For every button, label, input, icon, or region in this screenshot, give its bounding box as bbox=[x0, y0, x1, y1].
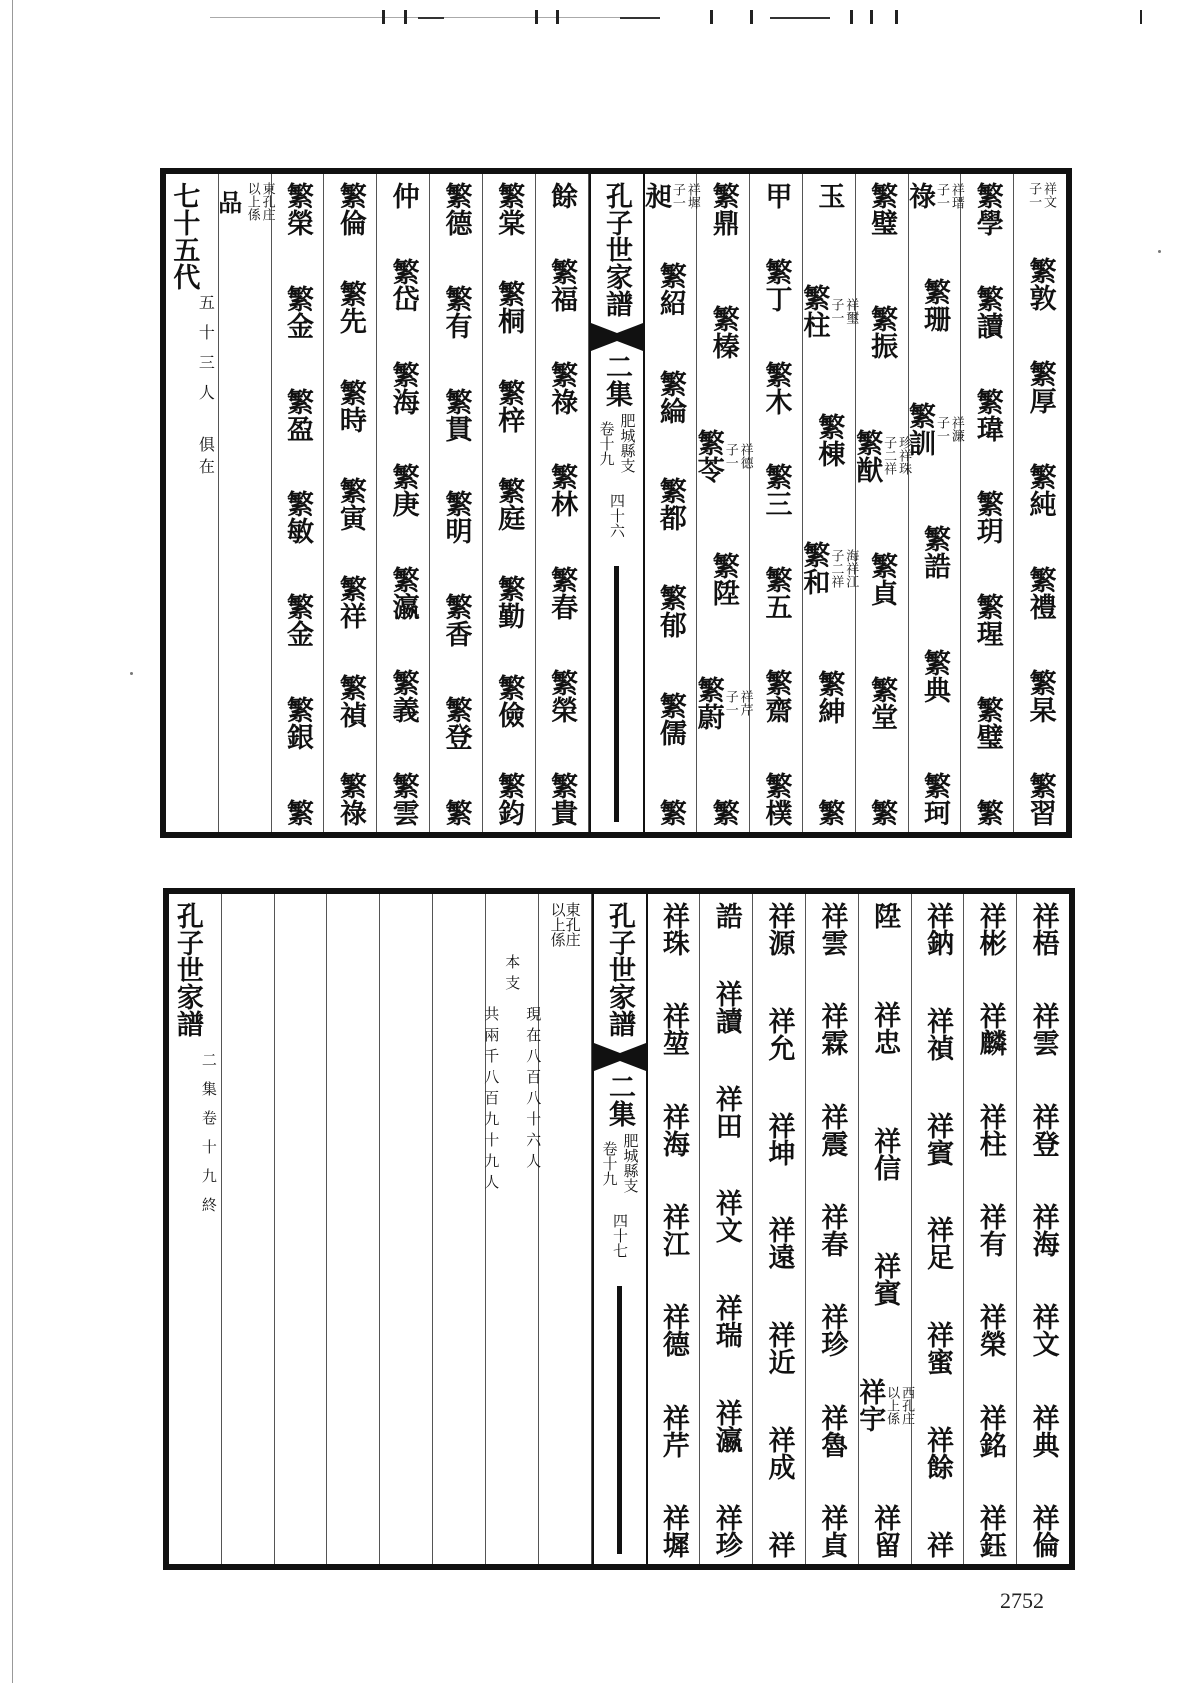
person-name: 祥登 bbox=[1027, 1102, 1059, 1157]
register-column bbox=[806, 894, 859, 1564]
person-name: 繁綸 bbox=[654, 369, 686, 424]
person-name: 祥允 bbox=[763, 1006, 795, 1061]
person-name: 繁春 bbox=[546, 566, 578, 621]
person-name: 繁誥 bbox=[918, 525, 950, 580]
person-name: 繁丁 bbox=[760, 257, 792, 312]
register-column bbox=[377, 174, 430, 832]
leaf-number: 四十六 bbox=[608, 493, 626, 538]
person-name: 祥足 bbox=[921, 1216, 953, 1271]
person-name: 繁 bbox=[282, 798, 314, 826]
person-name: 祥彬 bbox=[974, 902, 1006, 956]
person-name: 祥雲 bbox=[816, 902, 848, 956]
person-name: 繁郁 bbox=[654, 584, 686, 639]
annotation: 祥墀 bbox=[684, 182, 700, 209]
book-spine bbox=[589, 174, 645, 832]
person-name: 繁鈞 bbox=[493, 771, 525, 826]
generation-title: 七十五代 bbox=[168, 182, 200, 290]
register-column bbox=[798, 174, 859, 832]
person-name: 繁祥 bbox=[334, 575, 366, 630]
person-name: 祥賓 bbox=[869, 1252, 901, 1307]
empty-column bbox=[380, 894, 433, 1564]
person-name: 繁玥 bbox=[971, 490, 1003, 545]
annotation: 子一 bbox=[669, 182, 685, 209]
person-name: 甲 bbox=[760, 182, 792, 209]
summary-living: 現在八百八十六人 bbox=[524, 1006, 543, 1174]
register-column bbox=[961, 174, 1014, 832]
person-name: 繁齋 bbox=[760, 669, 792, 724]
person-name: 祥 bbox=[763, 1530, 795, 1558]
person-name: 祥梧 bbox=[1027, 902, 1059, 956]
annotation: 海祥江 bbox=[843, 548, 859, 588]
annotation: 祥德 bbox=[737, 442, 753, 469]
person-name: 祥霖 bbox=[816, 1002, 848, 1057]
register-column bbox=[854, 894, 915, 1564]
person-name: 祥江 bbox=[657, 1202, 689, 1257]
person-name: 繁祿 bbox=[334, 771, 366, 826]
register-column bbox=[700, 894, 753, 1564]
person-name: 祥田 bbox=[710, 1084, 742, 1139]
person-name: 繁海 bbox=[387, 360, 419, 415]
person-name: 祥遠 bbox=[763, 1216, 795, 1271]
person-name: 祥瑞 bbox=[710, 1294, 742, 1349]
person-name: 繁貴 bbox=[546, 771, 578, 826]
person-name: 繁訓 bbox=[904, 401, 936, 456]
person-name: 繁三 bbox=[760, 463, 792, 518]
annotation: 珍祥珠 bbox=[896, 436, 912, 476]
person-name: 祥留 bbox=[869, 1503, 901, 1558]
empty-column bbox=[433, 894, 486, 1564]
summary-column bbox=[482, 894, 543, 1564]
genealogy-page-lower bbox=[163, 888, 1075, 1570]
person-name: 繁棠 bbox=[493, 182, 525, 236]
person-name: 繁勤 bbox=[493, 575, 525, 630]
annotation: 子一 bbox=[828, 297, 844, 324]
annotation: 子一 bbox=[933, 182, 949, 209]
annotation: 子一 bbox=[722, 689, 738, 716]
register-column bbox=[1017, 894, 1069, 1564]
person-name: 繁猷 bbox=[851, 428, 883, 483]
person-name: 繁庚 bbox=[387, 463, 419, 518]
person-name: 繁敏 bbox=[282, 490, 314, 545]
genealogy-page-upper bbox=[160, 168, 1072, 838]
person-name: 繁璧 bbox=[971, 696, 1003, 751]
annotation: 子二祥 bbox=[881, 436, 897, 476]
person-name: 繁敦 bbox=[1024, 257, 1056, 311]
page-number: 2752 bbox=[1000, 1588, 1044, 1613]
register-column bbox=[753, 894, 806, 1564]
person-name: 祥墀 bbox=[657, 1503, 689, 1558]
person-name: 祥德 bbox=[657, 1303, 689, 1358]
person-name: 繁振 bbox=[866, 305, 898, 360]
generation-status: 俱在 bbox=[196, 436, 216, 480]
person-name: 繁岱 bbox=[387, 257, 419, 312]
person-name: 繁 bbox=[866, 798, 898, 826]
person-name: 繁榛 bbox=[707, 305, 739, 360]
register-column bbox=[750, 174, 803, 832]
person-name: 繁蔚 bbox=[692, 675, 724, 730]
annotation: 西孔庄 bbox=[899, 1385, 915, 1425]
person-name: 祥信 bbox=[869, 1126, 901, 1181]
person-name: 祿 bbox=[904, 182, 936, 209]
person-name: 祥春 bbox=[816, 1202, 848, 1257]
person-name: 祥瀛 bbox=[710, 1399, 742, 1454]
person-name: 祥珠 bbox=[657, 902, 689, 956]
volume-end-column bbox=[169, 894, 222, 1564]
person-name: 繁盈 bbox=[282, 387, 314, 442]
person-name: 祥震 bbox=[816, 1102, 848, 1157]
person-name: 祥有 bbox=[974, 1202, 1006, 1257]
person-name: 繁時 bbox=[334, 378, 366, 433]
person-name: 繁苓 bbox=[692, 428, 724, 483]
generation-header-column bbox=[166, 174, 219, 832]
annotation: 以上係 bbox=[548, 902, 567, 947]
spine-rule bbox=[617, 1286, 622, 1554]
person-name: 繁庭 bbox=[493, 476, 525, 531]
person-name: 繁木 bbox=[760, 360, 792, 415]
register-column bbox=[964, 894, 1017, 1564]
person-name: 祥芹 bbox=[657, 1403, 689, 1458]
person-name: 玉 bbox=[813, 182, 845, 209]
empty-column bbox=[222, 894, 275, 1564]
person-name: 繁貫 bbox=[440, 387, 472, 442]
person-name: 繁明 bbox=[440, 490, 472, 545]
person-name: 祥源 bbox=[763, 902, 795, 956]
register-column bbox=[536, 174, 589, 832]
person-name: 繁林 bbox=[546, 463, 578, 518]
person-name: 繁梓 bbox=[493, 378, 525, 433]
fish-tail-mark-icon bbox=[594, 1043, 646, 1071]
person-name: 繁柱 bbox=[798, 283, 830, 338]
annotation: 子二祥 bbox=[828, 548, 844, 588]
person-name: 繁先 bbox=[334, 280, 366, 335]
person-name: 祥近 bbox=[763, 1321, 795, 1376]
person-name: 祥柱 bbox=[974, 1102, 1006, 1157]
person-name: 繁 bbox=[707, 798, 739, 826]
spine-rule bbox=[614, 566, 619, 822]
person-name: 繁登 bbox=[440, 696, 472, 751]
person-name: 祥銘 bbox=[974, 1403, 1006, 1458]
person-name: 祥倫 bbox=[1027, 1503, 1059, 1558]
annotation: 以上係 bbox=[884, 1385, 900, 1425]
empty-column bbox=[327, 894, 380, 1564]
annotation: 祥芹 bbox=[737, 689, 753, 716]
person-name: 祥忠 bbox=[869, 1000, 901, 1055]
person-name: 繁桐 bbox=[493, 280, 525, 335]
annotation: 子一 bbox=[1026, 182, 1042, 208]
person-name: 繁鼎 bbox=[707, 182, 739, 236]
person-name: 祥珍 bbox=[710, 1503, 742, 1558]
person-name: 祥 bbox=[921, 1530, 953, 1558]
person-name: 祥賓 bbox=[921, 1111, 953, 1166]
person-name: 祥餘 bbox=[921, 1426, 953, 1481]
person-name: 品 bbox=[213, 189, 243, 214]
person-name: 繁杲 bbox=[1024, 669, 1056, 723]
person-name: 祥成 bbox=[763, 1426, 795, 1481]
end-note: 二集卷十九終 bbox=[199, 1052, 218, 1226]
register-column bbox=[539, 894, 592, 1564]
person-name: 繁禮 bbox=[1024, 566, 1056, 620]
person-name: 繁堂 bbox=[866, 675, 898, 730]
end-title: 孔子世家譜 bbox=[171, 902, 203, 1037]
person-name: 繁紹 bbox=[654, 262, 686, 317]
register-column bbox=[912, 894, 965, 1564]
person-name: 繁珊 bbox=[918, 278, 950, 333]
person-name: 繁習 bbox=[1024, 772, 1056, 826]
book-title: 孔子世家譜 bbox=[604, 902, 635, 1037]
book-spine bbox=[592, 894, 648, 1564]
register-column bbox=[483, 174, 536, 832]
person-name: 繁金 bbox=[282, 284, 314, 339]
person-name: 繁璧 bbox=[866, 182, 898, 236]
person-name: 繁有 bbox=[440, 284, 472, 339]
annotation: 子一 bbox=[933, 415, 949, 442]
person-name: 繁 bbox=[654, 798, 686, 826]
person-name: 繁樸 bbox=[760, 771, 792, 826]
person-name: 祥文 bbox=[710, 1189, 742, 1244]
scan-speck bbox=[1158, 250, 1161, 253]
person-name: 繁福 bbox=[546, 257, 578, 312]
person-name: 繁榮 bbox=[282, 182, 314, 236]
person-name: 繁香 bbox=[440, 593, 472, 648]
person-name: 繁五 bbox=[760, 566, 792, 621]
person-name: 繁祿 bbox=[546, 360, 578, 415]
person-name: 祥蜜 bbox=[921, 1321, 953, 1376]
person-name: 誥 bbox=[710, 902, 742, 929]
person-name: 繁寅 bbox=[334, 476, 366, 531]
person-name: 祥珍 bbox=[816, 1303, 848, 1358]
person-name: 祥鈺 bbox=[974, 1503, 1006, 1558]
person-name: 繁典 bbox=[918, 648, 950, 703]
person-name: 祥讀 bbox=[710, 979, 742, 1034]
person-name: 繁厚 bbox=[1024, 360, 1056, 414]
person-name: 繁儉 bbox=[493, 673, 525, 728]
volume-label: 卷十九 bbox=[597, 420, 616, 466]
empty-column bbox=[275, 894, 328, 1564]
person-name: 昶 bbox=[639, 182, 671, 209]
person-name: 繁學 bbox=[971, 182, 1003, 236]
person-name: 陞 bbox=[869, 902, 901, 929]
person-name: 祥堃 bbox=[657, 1002, 689, 1057]
person-name: 祥海 bbox=[1027, 1202, 1059, 1257]
person-name: 繁義 bbox=[387, 669, 419, 724]
person-name: 祥魯 bbox=[816, 1403, 848, 1458]
branch-label: 肥城縣支 bbox=[618, 413, 637, 473]
scan-top-artifact bbox=[10, 10, 1160, 26]
person-name: 繁德 bbox=[440, 182, 472, 236]
person-name: 繁倫 bbox=[334, 182, 366, 236]
leaf-number: 四十七 bbox=[611, 1213, 629, 1258]
generation-count: 五十三人 bbox=[196, 294, 216, 414]
register-column bbox=[648, 894, 701, 1564]
annotation: 東孔庄 bbox=[563, 902, 582, 947]
person-name: 繁瑆 bbox=[971, 593, 1003, 648]
person-name: 祥宇 bbox=[854, 1378, 886, 1433]
person-name: 繁陞 bbox=[707, 552, 739, 607]
annotation: 子一 bbox=[722, 442, 738, 469]
annotation: 祥文 bbox=[1041, 182, 1057, 208]
register-column bbox=[213, 174, 275, 832]
person-name: 祥麟 bbox=[974, 1002, 1006, 1057]
person-name: 繁雲 bbox=[387, 771, 419, 826]
person-name: 繁和 bbox=[798, 541, 830, 596]
annotation: 東孔庄 bbox=[259, 182, 275, 221]
person-name: 繁紳 bbox=[813, 670, 845, 725]
person-name: 祥鈉 bbox=[921, 902, 953, 956]
person-name: 繁貞 bbox=[866, 552, 898, 607]
register-column bbox=[1014, 174, 1066, 832]
person-name: 繁珂 bbox=[918, 771, 950, 826]
register-column bbox=[272, 174, 325, 832]
collection-label: 二集 bbox=[601, 353, 632, 407]
person-name: 繁都 bbox=[654, 476, 686, 531]
person-name: 繁 bbox=[440, 798, 472, 826]
person-name: 祥文 bbox=[1027, 1303, 1059, 1358]
person-name: 繁儒 bbox=[654, 691, 686, 746]
person-name: 祥禎 bbox=[921, 1006, 953, 1061]
branch-label: 肥城縣支 bbox=[621, 1133, 640, 1193]
annotation: 祥璽 bbox=[843, 297, 859, 324]
person-name: 繁銀 bbox=[282, 696, 314, 751]
person-name: 繁 bbox=[813, 798, 845, 826]
annotation: 祥濂 bbox=[948, 415, 964, 442]
annotation: 祥瑨 bbox=[948, 182, 964, 209]
person-name: 祥貞 bbox=[816, 1503, 848, 1558]
scan-margin-line bbox=[12, 0, 13, 1683]
person-name: 祥坤 bbox=[763, 1111, 795, 1166]
register-column bbox=[324, 174, 377, 832]
scan-speck bbox=[130, 672, 133, 675]
annotation: 以上係 bbox=[244, 182, 260, 221]
person-name: 餘 bbox=[546, 182, 578, 209]
person-name: 繁純 bbox=[1024, 463, 1056, 517]
person-name: 繁瑋 bbox=[971, 387, 1003, 442]
person-name: 仲 bbox=[387, 182, 419, 209]
person-name: 繁榮 bbox=[546, 669, 578, 724]
person-name: 祥典 bbox=[1027, 1403, 1059, 1458]
person-name: 繁禎 bbox=[334, 673, 366, 728]
person-name: 繁棟 bbox=[813, 412, 845, 467]
person-name: 祥榮 bbox=[974, 1303, 1006, 1358]
fish-tail-mark-icon bbox=[591, 323, 643, 351]
person-name: 祥海 bbox=[657, 1102, 689, 1157]
register-column bbox=[639, 174, 700, 832]
collection-label: 二集 bbox=[604, 1073, 635, 1127]
person-name: 繁瀛 bbox=[387, 566, 419, 621]
person-name: 繁 bbox=[971, 798, 1003, 826]
summary-total: 共兩千八百九十九人 bbox=[482, 1006, 501, 1195]
summary-branch: 本支 bbox=[503, 954, 522, 996]
person-name: 繁金 bbox=[282, 593, 314, 648]
register-column bbox=[430, 174, 483, 832]
volume-label: 卷十九 bbox=[600, 1140, 619, 1186]
book-title: 孔子世家譜 bbox=[601, 182, 632, 317]
person-name: 繁讀 bbox=[971, 284, 1003, 339]
person-name: 祥雲 bbox=[1027, 1002, 1059, 1057]
